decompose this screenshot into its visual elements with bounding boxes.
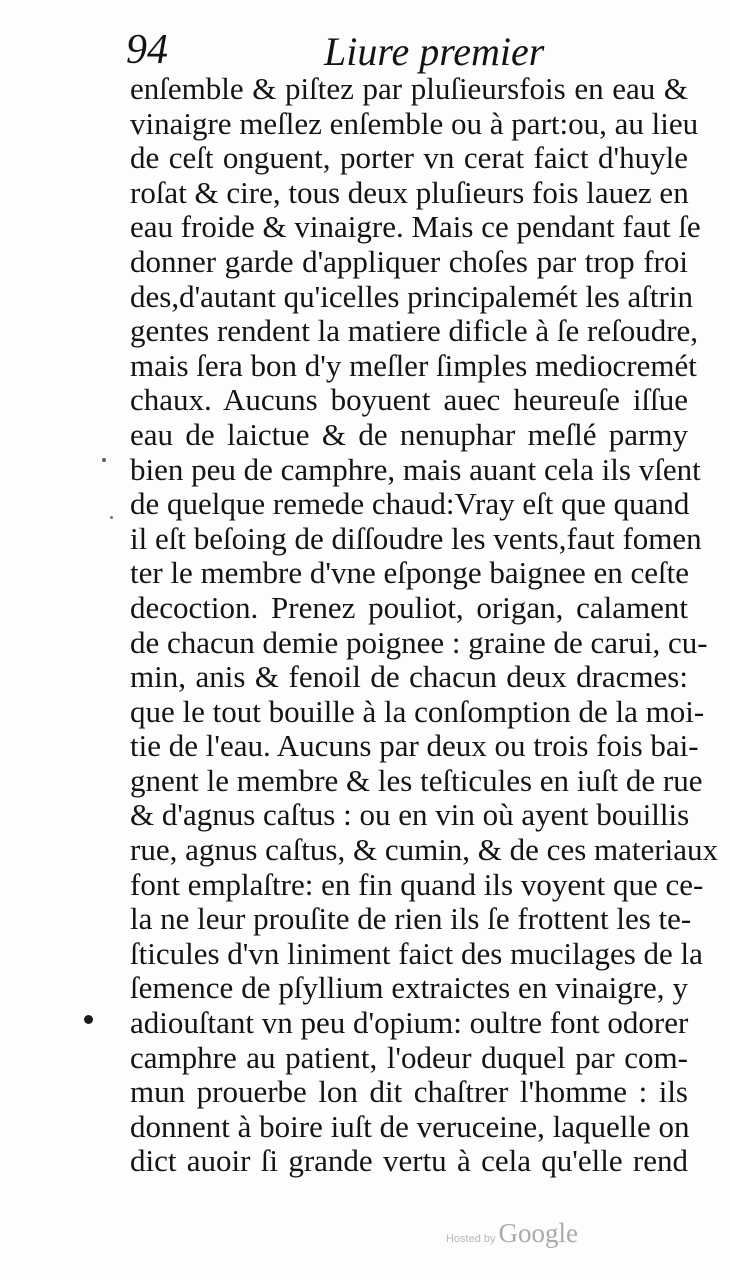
text-line: eau de laictue & de nenuphar meſlé parmy: [130, 416, 688, 452]
text-line: donnent à boire iuſt de veruceine, laquelle on: [130, 1108, 690, 1144]
text-line: mais ſera bon d'y meſler ſimples mediocremét: [130, 347, 697, 383]
text-line: chaux. Aucuns boyuent auec heureuſe iſſue: [130, 382, 688, 418]
text-line: bien peu de camphre, mais auant cela ils vſent: [130, 451, 701, 487]
running-head: Liure premier: [324, 29, 545, 74]
text-line: de chacun demie poignee : graine de carui, cu-: [130, 624, 708, 660]
text-line: eau froide & vinaigre. Mais ce pendant faut ſe: [130, 209, 701, 245]
text-line: ter le membre d'vne eſponge baignee en ceſte: [130, 555, 690, 591]
text-line: de quelque remede chaud:Vray eſt que quand: [130, 486, 690, 522]
text-line: vinaigre meſlez enſemble ou à part:ou, au lieu: [130, 105, 699, 141]
text-line: la ne leur prouſite de rien ils ſe frottent les te-: [130, 901, 692, 937]
page-header: [126, 22, 686, 72]
text-line: decoction. Prenez pouliot, origan, calament: [130, 589, 688, 625]
text-line: adiouſtant vn peu d'opium: oultre font odorer: [130, 1005, 689, 1041]
text-line: gentes rendent la matiere dificle à ſe reſoudre,: [130, 313, 699, 349]
text-line: ſemence de pſyllium extraictes en vinaigre, y: [130, 970, 688, 1006]
text-line: de ceſt onguent, porter vn cerat faict d'huyle: [130, 140, 688, 176]
text-line: des,d'autant qu'icelles principalemét les aſtrin: [130, 278, 693, 314]
text-line: enſemble & piſtez par pluſieursfois en eau &: [130, 71, 688, 106]
text-line: donner garde d'appliquer choſes par trop froi: [130, 243, 688, 279]
body-text: [130, 71, 718, 1179]
text-line: que le tout bouille à la conſomption de la moi-: [130, 693, 705, 729]
ink-speck: [110, 516, 113, 519]
text-line: camphre au patient, l'odeur duquel par com-: [130, 1039, 688, 1075]
ink-speck: [84, 1015, 93, 1024]
text-line: ſticules d'vn liniment faict des mucilages de la: [130, 935, 703, 971]
text-line: min, anis & fenoil de chacun deux dracmes:: [130, 659, 688, 695]
text-line: rue, agnus caſtus, & cumin, & de ces materiaux: [130, 832, 718, 868]
text-line: mun prouerbe lon dit chaſtrer l'homme : ils: [130, 1074, 688, 1110]
text-line: font emplaſtre: en fin quand ils voyent que ce-: [130, 866, 704, 902]
hosted-by-label: Hosted by: [446, 1233, 496, 1245]
google-logo: Google: [498, 1218, 579, 1248]
text-line: il eſt beſoing de diſſoudre les vents,faut fomen: [130, 520, 702, 556]
page-number: 94: [126, 27, 168, 73]
ink-speck: [102, 458, 106, 462]
hosted-by-google-watermark: [446, 1218, 578, 1248]
text-line: tie de l'eau. Aucuns par deux ou trois fois bai-: [130, 728, 699, 764]
text-line: gnent le membre & les teſticules en iuſt de rue: [130, 762, 703, 798]
text-line: & d'agnus caſtus : ou en vin où ayent bouillis: [130, 797, 690, 833]
text-line: dict auoir ſi grande vertu à cela qu'elle rend: [130, 1143, 688, 1179]
text-line: roſat & cire, tous deux pluſieurs fois lauez en: [130, 174, 689, 210]
